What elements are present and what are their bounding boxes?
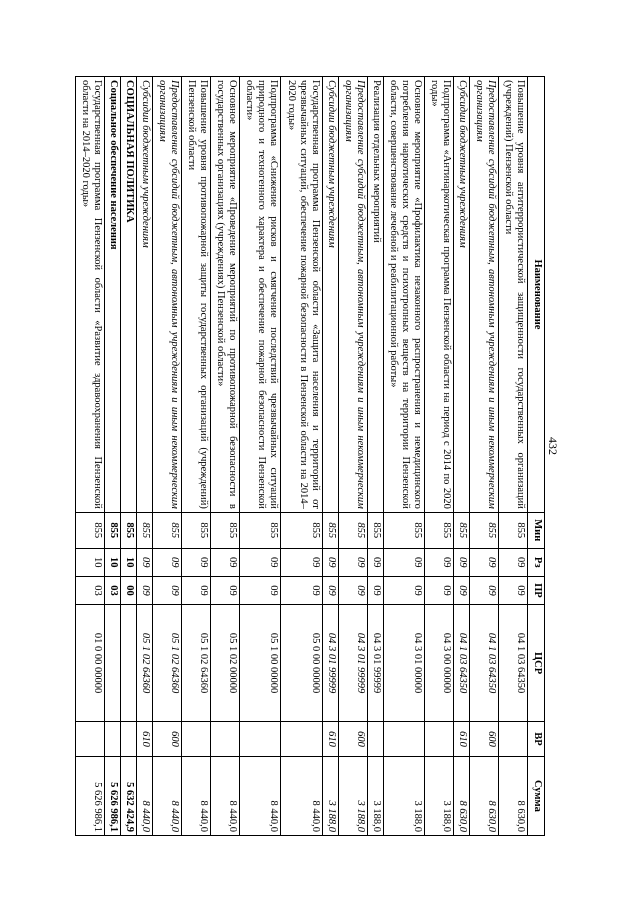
row-sum: 8 630,0 [470,756,499,835]
row-min: 855 [338,512,367,548]
row-name: Повышение уровня антитеррористической защищенности государственных организаций (учреждений) Пензенской области [499,77,528,513]
row-pr: 09 [470,576,499,604]
row-vr: 600 [153,722,182,757]
row-csr: 05 1 02 00000 [210,605,239,722]
table-row [338,77,367,836]
row-min: 855 [383,512,425,548]
row-sum: 3 188,0 [338,756,367,835]
row-name: Субсидии бюджетным учреждениям [322,77,338,513]
table-row [383,77,425,836]
row-rz: 09 [239,548,281,576]
row-min: 855 [239,512,281,548]
row-min: 855 [210,512,239,548]
row-min: 855 [121,512,137,548]
row-sum: 3 188,0 [383,756,425,835]
row-pr: 09 [383,576,425,604]
header-csr: ЦСР [528,605,545,722]
row-sum: 3 188,0 [367,756,383,835]
row-name: Государственная программа Пензенской области «Защита населения и территорий от чрезвычайных ситуаций, обеспечение пожарной безопасности в Пензенской области на 2014–2020 годы» [281,77,323,513]
row-csr: 05 0 00 00000 [281,605,323,722]
row-pr: 09 [338,576,367,604]
header-rz: Рз [528,548,545,576]
row-vr: 600 [338,722,367,757]
row-vr [499,722,528,757]
header-name: Наименование [528,77,545,513]
row-sum: 8 440,0 [137,756,153,835]
row-vr [181,722,210,757]
row-vr [104,722,120,757]
table-header-row [528,77,545,836]
row-csr: 04 3 01 99999 [338,605,367,722]
row-rz: 09 [338,548,367,576]
row-vr: 610 [137,722,153,757]
row-rz: 09 [281,548,323,576]
table-row [104,77,120,836]
row-vr: 610 [454,722,470,757]
row-rz: 09 [153,548,182,576]
table-row [322,77,338,836]
row-name: СОЦИАЛЬНАЯ ПОЛИТИКА [121,77,137,513]
row-min: 855 [499,512,528,548]
table-row [181,77,210,836]
row-csr: 05 1 02 64360 [181,605,210,722]
row-csr: 01 0 00 00000 [76,605,105,722]
budget-table [75,76,545,836]
row-pr: 09 [137,576,153,604]
row-vr [210,722,239,757]
row-sum: 5 626 986,1 [76,756,105,835]
row-name: Социальное обеспечение населения [104,77,120,513]
row-min: 855 [104,512,120,548]
row-csr: 05 1 02 64360 [137,605,153,722]
row-vr [383,722,425,757]
row-rz: 09 [470,548,499,576]
row-csr: 04 1 03 64350 [470,605,499,722]
table-body [76,77,528,836]
row-name: Основное мероприятие «Профилактика незаконного распространения и немедицинского потребления наркотических средств и психотропных веществ на территории Пензенской области, совершенствование лечебной и реабилитационной работы» [383,77,425,513]
row-sum: 8 440,0 [181,756,210,835]
row-min: 855 [281,512,323,548]
row-pr: 09 [425,576,454,604]
header-vr: ВР [528,722,545,757]
row-min: 855 [367,512,383,548]
row-pr: 09 [367,576,383,604]
row-csr [121,605,137,722]
row-sum: 5 626 986,1 [104,756,120,835]
row-sum: 8 440,0 [210,756,239,835]
row-name: Подпрограмма «Снижение рисков и смягчение последствий чрезвычайных ситуаций природного и техногенного характера и обеспечение пожарной безопасности Пензенской области» [239,77,281,513]
row-sum: 8 440,0 [153,756,182,835]
row-sum: 8 440,0 [281,756,323,835]
row-vr: 610 [322,722,338,757]
row-rz: 10 [104,548,120,576]
table-row [470,77,499,836]
row-name: Государственная программа Пензенской области «Развитие здравоохранения Пензенской области на 2014–2020 годы» [76,77,105,513]
table-row [454,77,470,836]
row-pr: 09 [181,576,210,604]
table-row [281,77,323,836]
row-sum: 8 630,0 [454,756,470,835]
table-row [137,77,153,836]
row-rz: 09 [499,548,528,576]
row-pr: 09 [454,576,470,604]
row-rz: 09 [367,548,383,576]
row-min: 855 [425,512,454,548]
row-min: 855 [322,512,338,548]
row-vr [76,722,105,757]
row-pr: 00 [121,576,137,604]
row-rz: 09 [383,548,425,576]
row-sum: 3 188,0 [425,756,454,835]
row-min: 855 [181,512,210,548]
row-pr: 09 [322,576,338,604]
row-rz: 09 [454,548,470,576]
budget-table-rotated [75,76,545,836]
row-pr: 03 [76,576,105,604]
row-rz: 09 [137,548,153,576]
row-name: Повышение уровня противопожарной защиты государственных организаций (учреждений) Пензенской области [181,77,210,513]
row-csr: 04 3 01 99999 [322,605,338,722]
row-vr [281,722,323,757]
row-csr: 04 1 03 64350 [454,605,470,722]
row-rz: 09 [210,548,239,576]
row-rz: 10 [121,548,137,576]
row-name: Основное мероприятие «Проведение мероприятий по противопожарной безопасности в государственных организациях (учреждениях) Пензенской области» [210,77,239,513]
row-pr: 09 [499,576,528,604]
row-csr: 05 1 00 00000 [239,605,281,722]
row-name: Субсидии бюджетным учреждениям [454,77,470,513]
row-sum: 8 630,0 [499,756,528,835]
row-rz: 09 [322,548,338,576]
row-sum: 5 632 424,9 [121,756,137,835]
header-min: Мин [528,512,545,548]
row-name: Реализация отдельных мероприятий [367,77,383,513]
table-row [153,77,182,836]
table-row [367,77,383,836]
row-name: Подпрограмма «Антинаркотическая программа Пензенской области на период с 2014 по 2020 годы» [425,77,454,513]
table-row [121,77,137,836]
row-csr [104,605,120,722]
row-name: Предоставление субсидий бюджетным, автономным учреждениям и иным некоммерческим организациям [338,77,367,513]
row-vr [121,722,137,757]
row-min: 855 [76,512,105,548]
header-pr: ПР [528,576,545,604]
table-row [239,77,281,836]
table-row [425,77,454,836]
row-csr: 04 1 03 64350 [499,605,528,722]
row-rz: 09 [425,548,454,576]
row-name: Предоставление субсидий бюджетным, автономным учреждениям и иным некоммерческим организациям [153,77,182,513]
row-min: 855 [470,512,499,548]
row-csr: 04 3 00 00000 [425,605,454,722]
row-pr: 03 [104,576,120,604]
page-number: 432 [546,437,560,455]
row-pr: 09 [153,576,182,604]
row-vr: 600 [470,722,499,757]
row-min: 855 [153,512,182,548]
table-row [499,77,528,836]
row-vr [425,722,454,757]
row-min: 855 [454,512,470,548]
row-csr: 04 3 01 00000 [383,605,425,722]
row-rz: 09 [181,548,210,576]
row-sum: 8 440,0 [239,756,281,835]
header-sum: Сумма [528,756,545,835]
row-pr: 09 [239,576,281,604]
row-pr: 09 [210,576,239,604]
row-vr [239,722,281,757]
row-vr [367,722,383,757]
row-rz: 10 [76,548,105,576]
table-row [210,77,239,836]
row-csr: 04 3 01 99999 [367,605,383,722]
row-pr: 09 [281,576,323,604]
row-name: Субсидии бюджетным учреждениям [137,77,153,513]
row-sum: 3 188,0 [322,756,338,835]
row-name: Предоставление субсидий бюджетным, автономным учреждениям и иным некоммерческим организациям [470,77,499,513]
table-row [76,77,105,836]
row-csr: 05 1 02 64360 [153,605,182,722]
row-min: 855 [137,512,153,548]
